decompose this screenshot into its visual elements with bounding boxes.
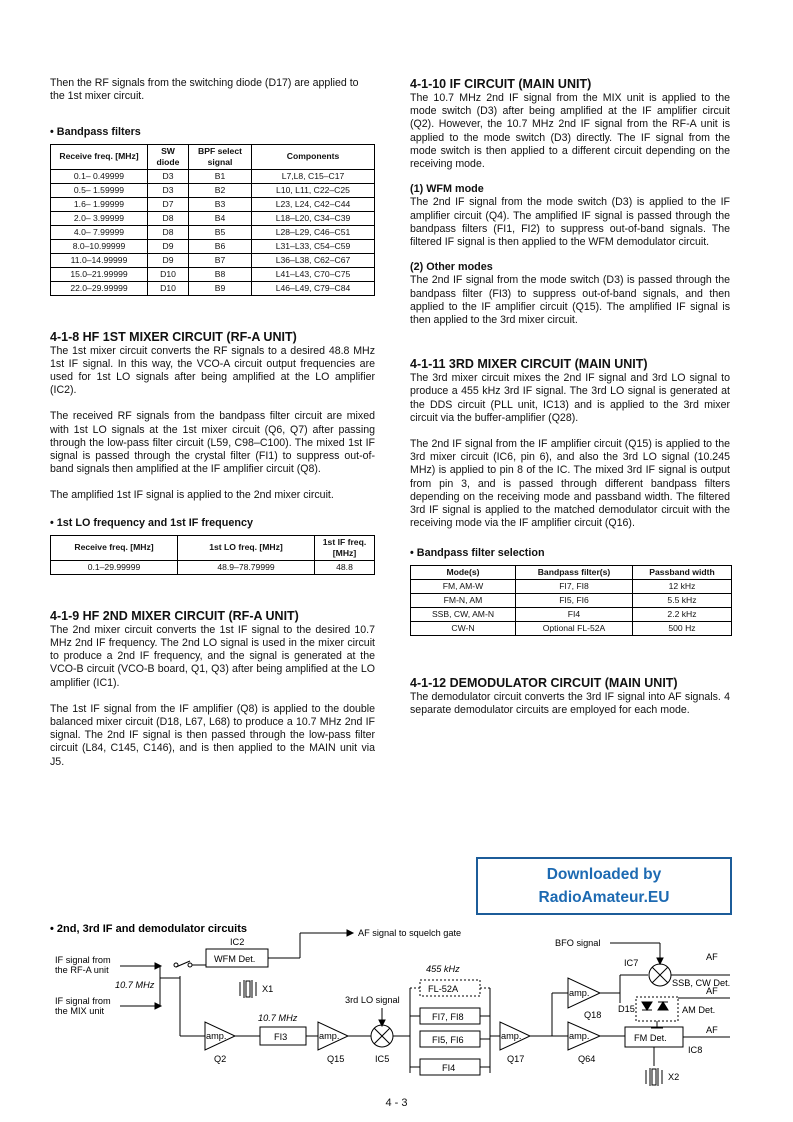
table-cell: FM-N, AM — [411, 593, 516, 607]
section-4-1-10-paragraph: The 10.7 MHz 2nd IF signal from the MIX unit is applied to the mode switch (D3) after being amplified at the IF amplifier circuit (Q2). However, the 10.7 MHz 2nd IF signal from the RF-A unit is applied to the mode switch (D3) directly. The IF signal from the mode switch is then applied to a different circuit depending on the receiving mode. — [410, 92, 730, 171]
table-cell: D9 — [148, 253, 189, 267]
table-cell: B2 — [189, 183, 252, 197]
table-cell: 2.2 kHz — [633, 607, 732, 621]
diode-icon — [642, 1002, 652, 1010]
section-4-1-11-title: 4-1-11 3RD MIXER CIRCUIT (MAIN UNIT) — [410, 357, 648, 372]
lo-table-title: • 1st LO frequency and 1st IF frequency — [50, 516, 253, 529]
bfo-label: BFO signal — [555, 938, 601, 948]
table-row — [51, 560, 375, 574]
fi3-label: FI3 — [274, 1032, 288, 1042]
table-cell: L10, L11, C22–C25 — [252, 183, 375, 197]
table-cell: 8.0–10.99999 — [51, 239, 148, 253]
table-cell: D3 — [148, 169, 189, 183]
wfm-det-label: WFM Det. — [214, 954, 256, 964]
table-cell: B5 — [189, 225, 252, 239]
table-cell: L23, L24, C42–C44 — [252, 197, 375, 211]
table-cell: FI7, FI8 — [516, 579, 633, 593]
table-row — [411, 579, 732, 593]
table-cell: B8 — [189, 267, 252, 281]
bpf-selection-title: • Bandpass filter selection — [410, 547, 545, 560]
q18-label: Q18 — [584, 1010, 602, 1020]
table-cell: L41–L43, C70–C75 — [252, 267, 375, 281]
amp-label: amp. — [319, 1031, 340, 1041]
ssb-cw-det-label: SSB, CW Det. — [672, 978, 731, 988]
table-row — [411, 593, 732, 607]
x2-label: X2 — [668, 1072, 680, 1082]
table-header: 1st LO freq. [MHz] — [178, 535, 315, 560]
table-cell: L31–L33, C54–C59 — [252, 239, 375, 253]
section-4-1-11-paragraph: The 3rd mixer circuit mixes the 2nd IF signal and 3rd LO signal to produce a 455 kHz 3rd IF signal. The 3rd LO signal is generated at the DDS circuit (PLL unit, IC13) and is applied to the 3rd mixer circuit via the buffer-amplifier (Q28). — [410, 372, 730, 424]
x1-label: X1 — [262, 984, 274, 994]
af-label: AF — [706, 1025, 718, 1035]
table-cell: Optional FL-52A — [516, 621, 633, 635]
table-cell: 22.0–29.99999 — [51, 281, 148, 295]
d15-label: D15 — [618, 1004, 635, 1014]
table-cell: FI5, FI6 — [516, 593, 633, 607]
watermark-line2: RadioAmateur.EU — [538, 889, 670, 906]
table-header: 1st IF freq. [MHz] — [315, 535, 375, 560]
right-column — [410, 77, 730, 717]
amp-label: amp. — [501, 1031, 522, 1041]
table-row — [51, 253, 375, 267]
lo-header-row — [51, 535, 375, 560]
table-row — [51, 225, 375, 239]
table-cell: 12 kHz — [633, 579, 732, 593]
bpf-selection-header-row — [411, 565, 732, 579]
input-mix-label: IF signal from — [55, 996, 111, 1006]
lo3-label: 3rd LO signal — [345, 995, 400, 1005]
table-cell: 5.5 kHz — [633, 593, 732, 607]
section-4-1-12-paragraph: The demodulator circuit converts the 3rd IF signal into AF signals. 4 separate demodulator circuits are employed for each mode. — [410, 690, 730, 716]
af-squelch-label: AF signal to squelch gate — [358, 928, 462, 938]
table-header: SW diode — [148, 144, 189, 169]
table-cell: B3 — [189, 197, 252, 211]
diagram-title: • 2nd, 3rd IF and demodulator circuits — [50, 923, 247, 935]
bpf-title: • Bandpass filters — [50, 126, 141, 139]
table-row — [51, 183, 375, 197]
table-cell: D9 — [148, 239, 189, 253]
table-row — [51, 197, 375, 211]
table-cell: 11.0–14.99999 — [51, 253, 148, 267]
fl52a-label: FL-52A — [428, 984, 459, 994]
left-column — [50, 77, 375, 769]
table-cell: 0.5– 1.59999 — [51, 183, 148, 197]
table-header: Receive freq. [MHz] — [51, 144, 148, 169]
section-4-1-11-paragraph: The 2nd IF signal from the IF amplifier circuit (Q15) is applied to the 3rd mixer circuit (IC6, pin 6), and also the 3rd LO signal (10.245 MHz) is applied to pin 8 of the IC. The mixed 3rd IF signal is output from pin 3, and is passed through different bandpass filters depending on the receiving mode and passband width. The filtered 3rd IF signal is applied to the matched demodulator circuit with the receiving mode via the IF amplifier circuit (Q16). — [410, 438, 730, 530]
table-cell: 2.0– 3.99999 — [51, 211, 148, 225]
bpf-table — [50, 144, 375, 296]
watermark-line1: Downloaded by — [546, 866, 662, 883]
download-watermark — [476, 857, 732, 915]
section-4-1-12-title: 4-1-12 DEMODULATOR CIRCUIT (MAIN UNIT) — [410, 675, 678, 690]
fm-det-label: FM Det. — [634, 1033, 667, 1043]
amp-label: amp. — [206, 1031, 227, 1041]
table-header: Bandpass filter(s) — [516, 565, 633, 579]
table-cell: D10 — [148, 267, 189, 281]
table-cell: D8 — [148, 225, 189, 239]
section-4-1-9-title: 4-1-9 HF 2ND MIXER CIRCUIT (RF-A UNIT) — [50, 608, 299, 623]
table-cell: 4.0– 7.99999 — [51, 225, 148, 239]
table-cell: 500 Hz — [633, 621, 732, 635]
arrow-icon — [347, 930, 353, 936]
table-cell: 48.9–78.79999 — [178, 560, 315, 574]
table-cell: 1.6– 1.99999 — [51, 197, 148, 211]
section-4-1-8-paragraph: The 1st mixer circuit converts the RF signals to a desired 48.8 MHz 1st IF signal. In this way, the VCO-A circuit output frequencies are used for 1st LO signals after being amplified at the LO amplifier (IC2). — [50, 344, 375, 397]
table-cell: D10 — [148, 281, 189, 295]
fi4-label: FI4 — [442, 1063, 456, 1073]
section-4-1-9-paragraph: The 1st IF signal from the IF amplifier (Q8) is applied to the double balanced mixer circuit (D18, L67, L68) to produce a 10.7 MHz 2nd IF signal. The 2nd IF signal is then passed through the low-pass filter circuit (L84, C145, C146), and is then applied to the MAIN unit via J5. — [50, 702, 375, 768]
af-label: AF — [706, 986, 718, 996]
table-cell: FM, AM-W — [411, 579, 516, 593]
am-det-block — [636, 997, 678, 1021]
freq-label: 10.7 MHz — [115, 980, 155, 990]
fi56-label: FI5, FI6 — [432, 1035, 464, 1045]
table-cell: 15.0–21.99999 — [51, 267, 148, 281]
455khz-label: 455 kHz — [426, 964, 460, 974]
ic7-label: IC7 — [624, 958, 639, 968]
bpf-selection-table — [410, 565, 732, 636]
q17-label: Q17 — [507, 1054, 525, 1064]
ic5-label: IC5 — [375, 1054, 390, 1064]
table-cell: L36–L38, C62–C67 — [252, 253, 375, 267]
section-4-1-8-paragraph: The amplified 1st IF signal is applied to the 2nd mixer circuit. — [50, 489, 334, 502]
wfm-mode-paragraph: The 2nd IF signal from the mode switch (D3) is applied to the IF amplifier circuit (Q4). The amplified IF signal is passed through the bandpass filters (FI1, FI2) to suppress out-of-band signals. The filtered IF signal is then applied to the WFM demodulator circuit. — [410, 196, 730, 249]
table-cell: D8 — [148, 211, 189, 225]
switch-contact-icon — [188, 963, 192, 967]
table-cell: 0.1–29.99999 — [51, 560, 178, 574]
table-row — [411, 607, 732, 621]
amp-label: amp. — [569, 988, 590, 998]
table-header: Receive freq. [MHz] — [51, 535, 178, 560]
table-row — [51, 239, 375, 253]
table-cell: 0.1– 0.49999 — [51, 169, 148, 183]
section-4-1-10-title: 4-1-10 IF CIRCUIT (MAIN UNIT) — [410, 77, 592, 91]
lo-table — [50, 535, 375, 575]
table-cell: B6 — [189, 239, 252, 253]
table-cell: L7,L8, C15–C17 — [252, 169, 375, 183]
table-header: Components — [252, 144, 375, 169]
q2-label: Q2 — [214, 1054, 227, 1064]
table-cell: L46–L49, C79–C84 — [252, 281, 375, 295]
q15-label: Q15 — [327, 1054, 345, 1064]
table-row — [411, 621, 732, 635]
table-header: Mode(s) — [411, 565, 516, 579]
table-cell: 48.8 — [315, 560, 375, 574]
table-cell: D3 — [148, 183, 189, 197]
section-4-1-8-title: 4-1-8 HF 1ST MIXER CIRCUIT (RF-A UNIT) — [50, 329, 297, 344]
table-cell: L18–L20, C34–C39 — [252, 211, 375, 225]
ic8-label: IC8 — [688, 1045, 703, 1055]
table-cell: B7 — [189, 253, 252, 267]
table-row — [51, 169, 375, 183]
input-mix-label: the MIX unit — [55, 1006, 105, 1016]
other-modes-paragraph: The 2nd IF signal from the mode switch (D3) is passed through the bandpass filter (FI3) to suppress out-of-band signals, and then applied to the IF amplifier circuit (Q15). The amplified IF signal is then applied to the 3rd mixer circuit. — [410, 274, 730, 327]
ic2-label: IC2 — [230, 937, 245, 947]
table-row — [51, 267, 375, 281]
table-row — [51, 281, 375, 295]
q64-label: Q64 — [578, 1054, 596, 1064]
table-cell: FI4 — [516, 607, 633, 621]
section-4-1-9-paragraph: The 2nd mixer circuit converts the 1st IF signal to the desired 10.7 MHz 2nd IF frequency. The 2nd LO signal is used in the mixer circuit to produce a 2nd IF frequency, and the signal is generated at the VCO-B circuit (VCO-B board, Q1, Q3) after being amplified at the LO amplifier (IC1). — [50, 623, 375, 689]
table-cell: B9 — [189, 281, 252, 295]
table-cell: SSB, CW, AM-N — [411, 607, 516, 621]
page-number: 4 - 3 — [385, 1097, 408, 1109]
table-cell: CW-N — [411, 621, 516, 635]
arrow-icon — [657, 958, 663, 964]
section-4-1-8-paragraph: The received RF signals from the bandpass filter circuit are mixed with 1st LO signals at the 1st mixer circuit (Q6, Q7) after passing through the low-pass filter circuit (L59, C98–C100). The mixed 1st IF signal is passed through the crystal filter (FI1) to suppress out-of-band signals then amplified at the IF amplifier circuit (Q8). — [50, 410, 375, 476]
input-rfa-label: IF signal from — [55, 955, 111, 965]
am-det-label: AM Det. — [682, 1005, 716, 1015]
other-modes-title: (2) Other modes — [410, 261, 493, 274]
bpf-header-row — [51, 144, 375, 169]
af-label: AF — [706, 952, 718, 962]
table-row — [51, 211, 375, 225]
crystal-x2-icon — [646, 1068, 662, 1086]
table-cell: L28–L29, C46–C51 — [252, 225, 375, 239]
input-rfa-label: the RF-A unit — [55, 965, 109, 975]
table-cell: B1 — [189, 169, 252, 183]
amp-label: amp. — [569, 1031, 590, 1041]
intro-paragraph: Then the RF signals from the switching diode (D17) are applied to the 1st mixer circuit. — [50, 77, 359, 103]
table-header: BPF select signal — [189, 144, 252, 169]
diode-icon — [658, 1002, 668, 1010]
freq-label: 10.7 MHz — [258, 1013, 298, 1023]
wfm-mode-title: (1) WFM mode — [410, 183, 484, 196]
table-header: Passband width — [633, 565, 732, 579]
fi78-label: FI7, FI8 — [432, 1012, 464, 1022]
crystal-x1-icon — [240, 980, 256, 998]
table-cell: B4 — [189, 211, 252, 225]
if-demodulator-block-diagram — [0, 918, 793, 1098]
table-cell: D7 — [148, 197, 189, 211]
